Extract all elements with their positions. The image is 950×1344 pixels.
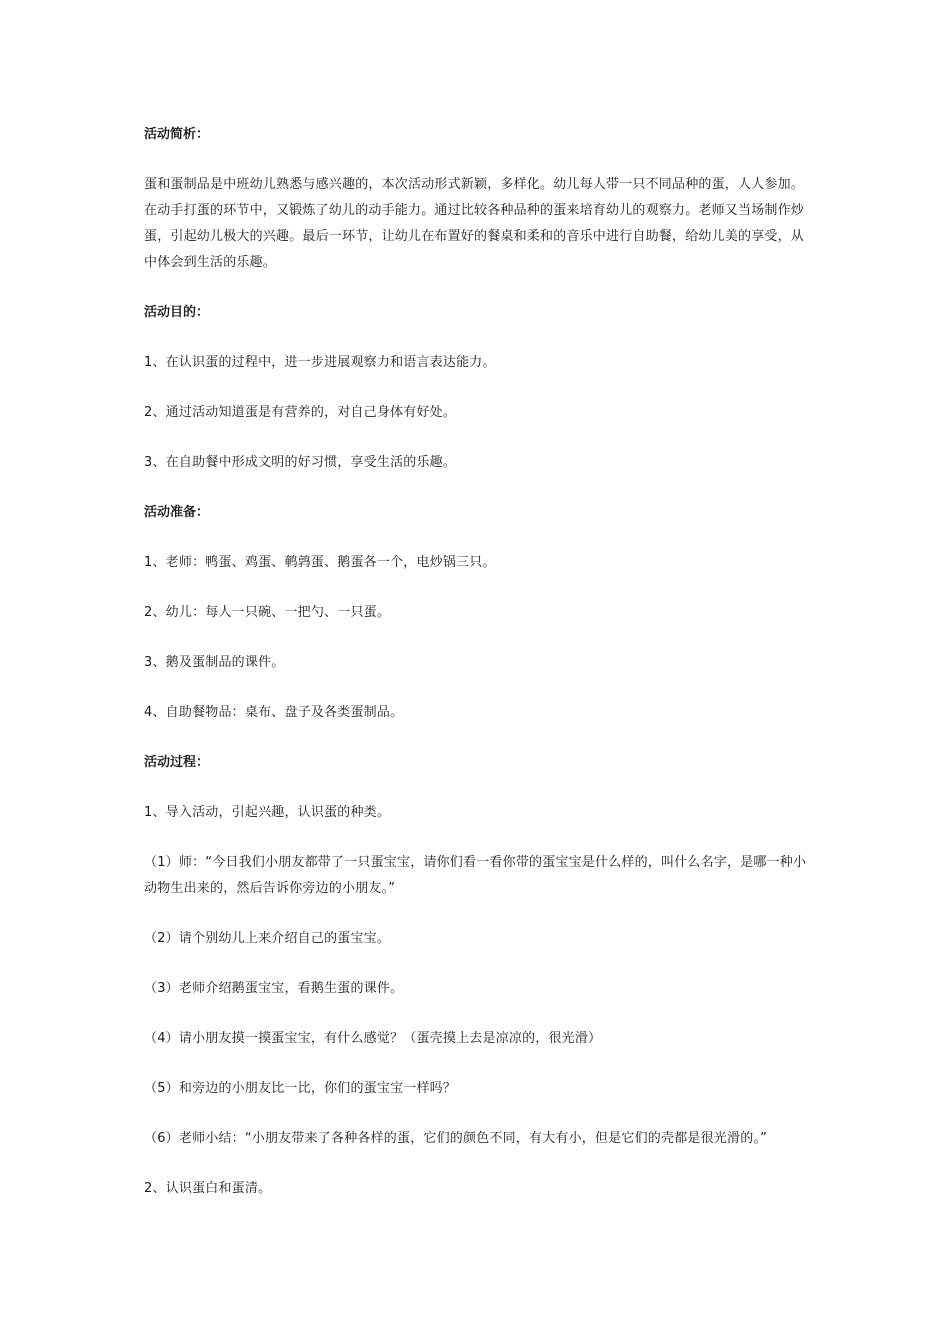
process-item-2: （1）师：“今日我们小朋友都带了一只蛋宝宝，请你们看一看你带的蛋宝宝是什么样的，叫什么名字，是哪一种小动物生出来的，然后告诉你旁边的小朋友。” [144, 855, 807, 896]
analysis-paragraph: 蛋和蛋制品是中班幼儿熟悉与感兴趣的，本次活动形式新颖，多样化。幼儿每人带一只不同品种的蛋，人人参加。在动手打蛋的环节中，又锻炼了幼儿的动手能力。通过比较各种品种的蛋来培育幼儿的观察力。老师又当场制作炒蛋，引起幼儿极大的兴趣。最后一环节，让幼儿在布置好的餐桌和柔和的音乐中进行自助餐，给幼儿美的享受，从中体会到生活的乐趣。 [144, 177, 805, 270]
heading-preparation: 活动准备： [144, 505, 210, 520]
heading-goals: 活动目的： [144, 305, 210, 320]
process-item-6: （5）和旁边的小朋友比一比，你们的蛋宝宝一样吗？ [144, 1081, 457, 1096]
prep-item-1: 1、老师：鸭蛋、鸡蛋、鹌鹑蛋、鹅蛋各一个，电炒锅三只。 [144, 555, 496, 570]
goal-item-1: 1、在认识蛋的过程中，进一步进展观察力和语言表达能力。 [144, 355, 496, 370]
goal-item-3: 3、在自助餐中形成文明的好习惯，享受生活的乐趣。 [144, 455, 457, 470]
process-item-1: 1、导入活动，引起兴趣，认识蛋的种类。 [144, 805, 391, 820]
process-item-3: （2）请个别幼儿上来介绍自己的蛋宝宝。 [144, 931, 391, 946]
process-item-5: （4）请小朋友摸一摸蛋宝宝，有什么感觉？（蛋壳摸上去是凉凉的，很光滑） [144, 1031, 602, 1046]
prep-item-2: 2、幼儿：每人一只碗、一把勺、一只蛋。 [144, 605, 391, 620]
document-body [144, 122, 809, 1226]
heading-process: 活动过程： [144, 755, 210, 770]
process-item-7: （6）老师小结：“小朋友带来了各种各样的蛋，它们的颜色不同，有大有小，但是它们的壳都是很光滑的。” [144, 1131, 768, 1146]
heading-analysis: 活动简析： [144, 127, 210, 142]
goal-item-2: 2、通过活动知道蛋是有营养的，对自己身体有好处。 [144, 405, 457, 420]
process-item-4: （3）老师介绍鹅蛋宝宝，看鹅生蛋的课件。 [144, 981, 404, 996]
process-item-8: 2、认识蛋白和蛋清。 [144, 1181, 272, 1196]
prep-item-3: 3、鹅及蛋制品的课件。 [144, 655, 285, 670]
prep-item-4: 4、自助餐物品：桌布、盘子及各类蛋制品。 [144, 705, 404, 720]
